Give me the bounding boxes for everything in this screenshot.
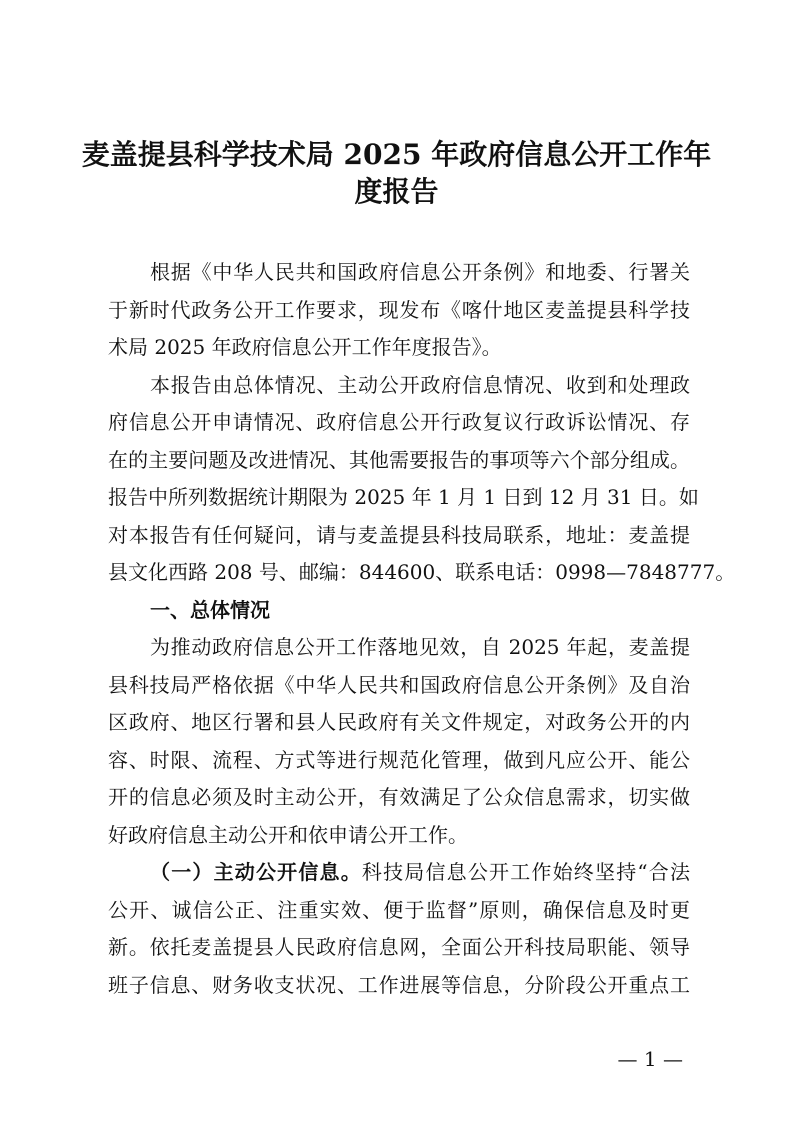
- subsection-heading: （一）主动公开信息。: [150, 860, 362, 884]
- text-line: 府信息公开申请情况、政府信息公开行政复议行政诉讼情况、存: [108, 410, 690, 434]
- text-line: 本报告由总体情况、主动公开政府信息情况、收到和处理政: [150, 372, 690, 397]
- section-heading: 一、总体情况: [150, 597, 270, 622]
- text-line: 报告中所列数据统计期限为 2025 年 1 月 1 日到 12 月 31 日。如: [108, 485, 699, 509]
- title-line: 麦盖提县科学技术局 2025 年政府信息公开工作年: [81, 138, 712, 171]
- text-line: 于新时代政务公开工作要求，现发布《喀什地区麦盖提县科学技: [108, 297, 690, 322]
- text-line: 术局 2025 年政府信息公开工作年度报告》。: [108, 335, 502, 359]
- text-line: 县科技局严格依据《中华人民共和国政府信息公开条例》及自治: [108, 672, 690, 697]
- text-line: 公开、诚信公正、注重实效、便于监督”原则，确保信息及时更: [108, 897, 690, 922]
- text-line: 县文化西路 208 号、邮编：844600、联系电话：0998—7848777。: [108, 560, 736, 584]
- text-line: 开的信息必须及时主动公开，有效满足了公众信息需求，切实做: [108, 785, 690, 809]
- text-line: 区政府、地区行署和县人民政府有关文件规定，对政务公开的内: [108, 710, 690, 734]
- text-run: 科技局信息公开工作始终坚持“合法: [361, 860, 690, 884]
- text-line: 在的主要问题及改进情况、其他需要报告的事项等六个部分组成。: [108, 447, 690, 472]
- text-line: 对本报告有任何疑问，请与麦盖提县科技局联系，地址：麦盖提: [108, 522, 690, 547]
- text-line: 为推动政府信息公开工作落地见效，自 2025 年起，麦盖提: [150, 635, 690, 659]
- text-line: 好政府信息主动公开和依申请公开工作。: [108, 822, 468, 847]
- text-line: [108, 854, 690, 892]
- text-line: 根据《中华人民共和国政府信息公开条例》和地委、行署关: [150, 260, 690, 284]
- body-text: [108, 254, 736, 1004]
- text-line: 新。依托麦盖提县人民政府信息网，全面公开科技局职能、领导: [108, 935, 690, 959]
- document-title: [0, 136, 793, 210]
- text-line: 容、时限、流程、方式等进行规范化管理，做到凡应公开、能公: [108, 747, 690, 772]
- page-number: — 1 —: [617, 1047, 683, 1071]
- title-line: 度报告: [354, 175, 439, 208]
- text-line: 班子信息、财务收支状况、工作进展等信息，分阶段公开重点工: [108, 972, 690, 997]
